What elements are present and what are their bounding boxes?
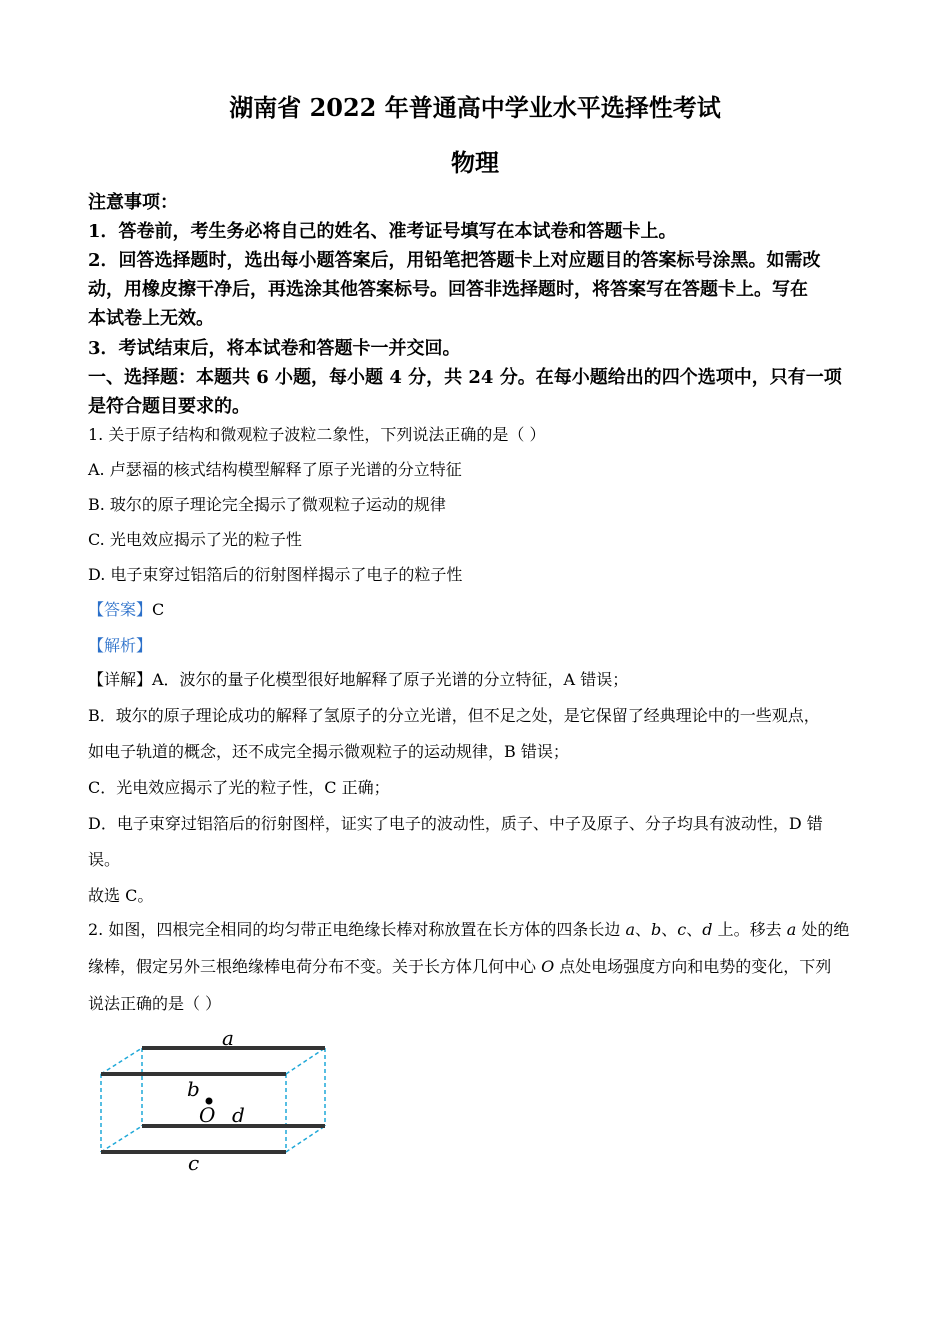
cuboid-edges: [101, 1048, 325, 1152]
edge-bottom-right: [286, 1126, 325, 1152]
q1-option-d: D. 电子束穿过铝箔后的衍射图样揭示了电子的粒子性: [88, 565, 463, 584]
edge-bottom-left: [101, 1126, 142, 1152]
label-o: O: [199, 1103, 216, 1127]
subject-title: 物理: [451, 148, 499, 177]
q2-stem-line-3: 说法正确的是（ ）: [88, 994, 222, 1013]
edge-top-left: [101, 1048, 142, 1074]
q1-detail-b-line-2: 如电子轨道的概念，还不成完全揭示微观粒子的运动规律，B 错误；: [88, 742, 569, 761]
q1-detail-d-line-1: D．电子束穿过铝箔后的衍射图样，证实了电子的波动性，质子、中子及原子、分子均具有波动性，D 错: [88, 814, 823, 833]
q1-analysis-tag: 【解析】: [88, 636, 153, 655]
notice-item-1: 1．答卷前，考生务必将自己的姓名、准考证号填写在本试卷和答题卡上。: [88, 221, 677, 242]
section-1-line-1: 一、选择题：本题共 6 小题，每小题 4 分，共 24 分。在每小题给出的四个选项中，只有一项: [88, 367, 842, 388]
notice-item-3: 3．考试结束后，将本试卷和答题卡一并交回。: [88, 338, 461, 359]
label-b: b: [187, 1077, 200, 1101]
label-a: a: [222, 1026, 234, 1050]
section-1-line-2: 是符合题目要求的。: [88, 396, 250, 417]
notice-item-2-line-3: 本试卷上无效。: [88, 308, 214, 329]
exam-title: 湖南省 2022 年普通高中学业水平选择性考试: [229, 93, 721, 122]
q2-stem-line-1: 2. 如图，四根完全相同的均匀带正电绝缘长棒对称放置在长方体的四条长边 a、b、c、d 上。移去 a 处的绝: [88, 920, 850, 939]
q1-conclusion: 故选 C。: [88, 886, 154, 905]
q1-detail-b-line-1: B．玻尔的原子理论成功的解释了氢原子的分立光谱，但不足之处，是它保留了经典理论中的一些观点，: [88, 706, 820, 725]
notice-item-2-line-2: 动，用橡皮擦干净后，再选涂其他答案标号。回答非选择题时，将答案写在答题卡上。写在: [88, 279, 808, 300]
q1-option-a: A. 卢瑟福的核式结构模型解释了原子光谱的分立特征: [88, 460, 462, 479]
q1-stem: 1. 关于原子结构和微观粒子波粒二象性，下列说法正确的是（ ）: [88, 425, 546, 444]
q1-detail-d-line-2: 误。: [88, 850, 121, 869]
answer-tag: 【答案】: [88, 600, 153, 619]
label-c: c: [188, 1151, 200, 1175]
notice-item-2-line-1: 2．回答选择题时，选出每小题答案后，用铅笔把答题卡上对应题目的答案标号涂黑。如需改: [88, 250, 821, 271]
rods: [101, 1048, 325, 1152]
label-d: d: [232, 1103, 245, 1127]
edge-top-right: [286, 1048, 325, 1074]
notice-heading: 注意事项：: [88, 192, 178, 213]
q1-detail-c: C．光电效应揭示了光的粒子性，C 正确；: [88, 778, 390, 797]
q1-option-c: C. 光电效应揭示了光的粒子性: [88, 530, 302, 549]
q1-option-b: B. 玻尔的原子理论完全揭示了微观粒子运动的规律: [88, 495, 446, 514]
answer-value: C: [152, 600, 165, 619]
q2-stem-line-2: 缘棒，假定另外三根绝缘棒电荷分布不变。关于长方体几何中心 O 点处电场强度方向和电势的变化，下列: [88, 957, 832, 976]
q1-detail-a: 【详解】A．波尔的量子化模型很好地解释了原子光谱的分立特征，A 错误；: [88, 670, 629, 689]
